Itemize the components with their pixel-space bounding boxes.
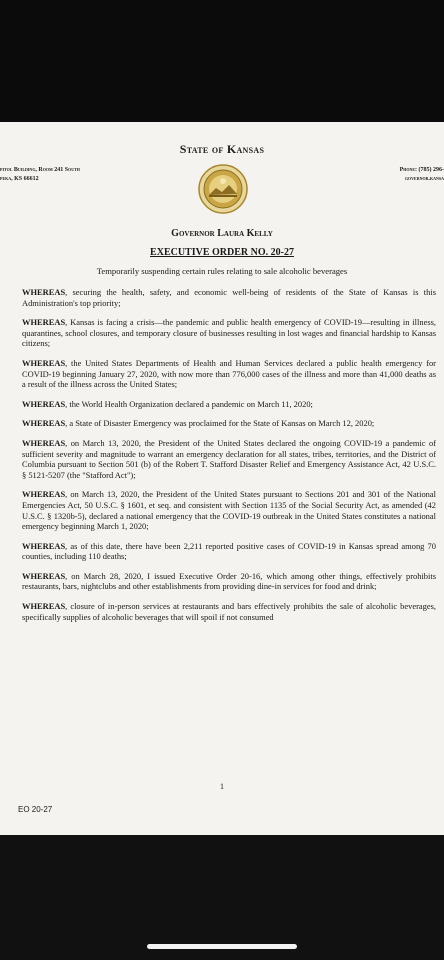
- kansas-seal-icon: [198, 164, 248, 214]
- top-black-bar: [0, 0, 444, 122]
- paragraph-text: , closure of in-person services at restaurants and bars effectively prohibits the sale of alcoholic beverages, specifically supplies of alcoholic beverages that will spoil if not consumed: [22, 601, 436, 622]
- whereas-paragraph: [22, 399, 436, 410]
- whereas-lead: WHEREAS: [22, 357, 66, 368]
- whereas-paragraph: [22, 287, 436, 308]
- executive-order-title: EXECUTIVE ORDER NO. 20-27: [150, 247, 294, 258]
- office-address: [0, 166, 80, 184]
- address-line-1: pitol Building, Room 241 South: [0, 167, 80, 173]
- whereas-lead: WHEREAS: [22, 317, 66, 328]
- order-body: [22, 287, 436, 631]
- office-contact: [400, 166, 444, 184]
- governor-name: Governor Laura Kelly: [171, 228, 273, 239]
- address-line-2: peka, KS 66612: [0, 176, 39, 182]
- whereas-paragraph: [22, 571, 436, 592]
- website: governor.kansa: [404, 176, 444, 182]
- document-page: [0, 122, 444, 835]
- paragraph-text: , on March 13, 2020, the President of the United States declared the ongoing COVID-19 a pandemic of sufficient severity and magnitude to warrant an emergency declaration for all states, tribes, territories, and the District of Columbia pursuant to Section 501 (b) of the Robert T. Stafford Disaster Relief and Emergency Assistance Act, 42 U.S.C. § 5121-5207 (the "Stafford Act");: [22, 437, 436, 480]
- whereas-lead: WHEREAS: [22, 540, 66, 551]
- home-indicator[interactable]: [147, 944, 297, 949]
- paragraph-text: , Kansas is facing a crisis—the pandemic and public health emergency of COVID-19—resulting in illness, quarantines, school closures, and temporary closure of businesses resulting in lost wages and financial hardship to Kansas citizens;: [22, 317, 436, 349]
- whereas-lead: WHEREAS: [22, 398, 66, 409]
- whereas-lead: WHEREAS: [22, 601, 66, 612]
- state-title: State of Kansas: [179, 142, 265, 156]
- whereas-lead: WHEREAS: [22, 570, 66, 581]
- whereas-paragraph: [22, 418, 436, 429]
- whereas-lead: WHEREAS: [22, 489, 66, 500]
- order-subtitle: Temporarily suspending certain rules relating to sale alcoholic beverages: [96, 266, 348, 276]
- footer-order-code: EO 20-27: [18, 805, 53, 814]
- paragraph-text: , the United States Departments of Health and Human Services declared a public health emergency for COVID-19 beginning January 27, 2020, with now more than 776,000 cases of the illness and more than 41,000 deaths as a result of the illness across the United States;: [22, 357, 436, 390]
- phone-number: Phone: (785) 296-: [399, 167, 444, 173]
- paragraph-text: , a State of Disaster Emergency was proclaimed for the State of Kansas on March 12, 2020;: [65, 418, 375, 429]
- whereas-lead: WHEREAS: [22, 418, 66, 429]
- whereas-lead: WHEREAS: [22, 287, 66, 297]
- page-number: 1: [220, 782, 224, 791]
- paragraph-text: , securing the health, safety, and economic well-being of residents of the State of Kansas is this Administration's top priority;: [22, 287, 436, 308]
- paragraph-text: , the World Health Organization declared a pandemic on March 11, 2020;: [65, 398, 313, 409]
- paragraph-text: , as of this date, there have been 2,211 reported positive cases of COVID-19 in Kansas spread among 70 counties, including 110 deaths;: [22, 540, 436, 562]
- whereas-paragraph: [22, 358, 436, 390]
- whereas-paragraph: [22, 317, 436, 349]
- bottom-black-bar: [0, 835, 444, 960]
- whereas-lead: WHEREAS: [22, 437, 66, 448]
- paragraph-text: , on March 28, 2020, I issued Executive Order 20-16, which among other things, effectively prohibits restaurants, bars, nightclubs and other establishments from providing dine-in services for food and drink;: [22, 570, 436, 592]
- paragraph-text: , on March 13, 2020, the President of the United States pursuant to Sections 201 and 301 of the National Emergencies Act, 50 U.S.C. § 1601, et seq. and consistent with Section 1135 of the Social Security Act, as amended (42 U.S.C. § 1320b-5), declared a national emergency that the COVID-19 outbreak in the United States constitutes a national emergency beginning March 1, 2020;: [22, 489, 436, 532]
- whereas-paragraph: [22, 541, 436, 562]
- whereas-paragraph: [22, 438, 436, 480]
- whereas-paragraph: [22, 489, 436, 531]
- whereas-paragraph: [22, 601, 436, 622]
